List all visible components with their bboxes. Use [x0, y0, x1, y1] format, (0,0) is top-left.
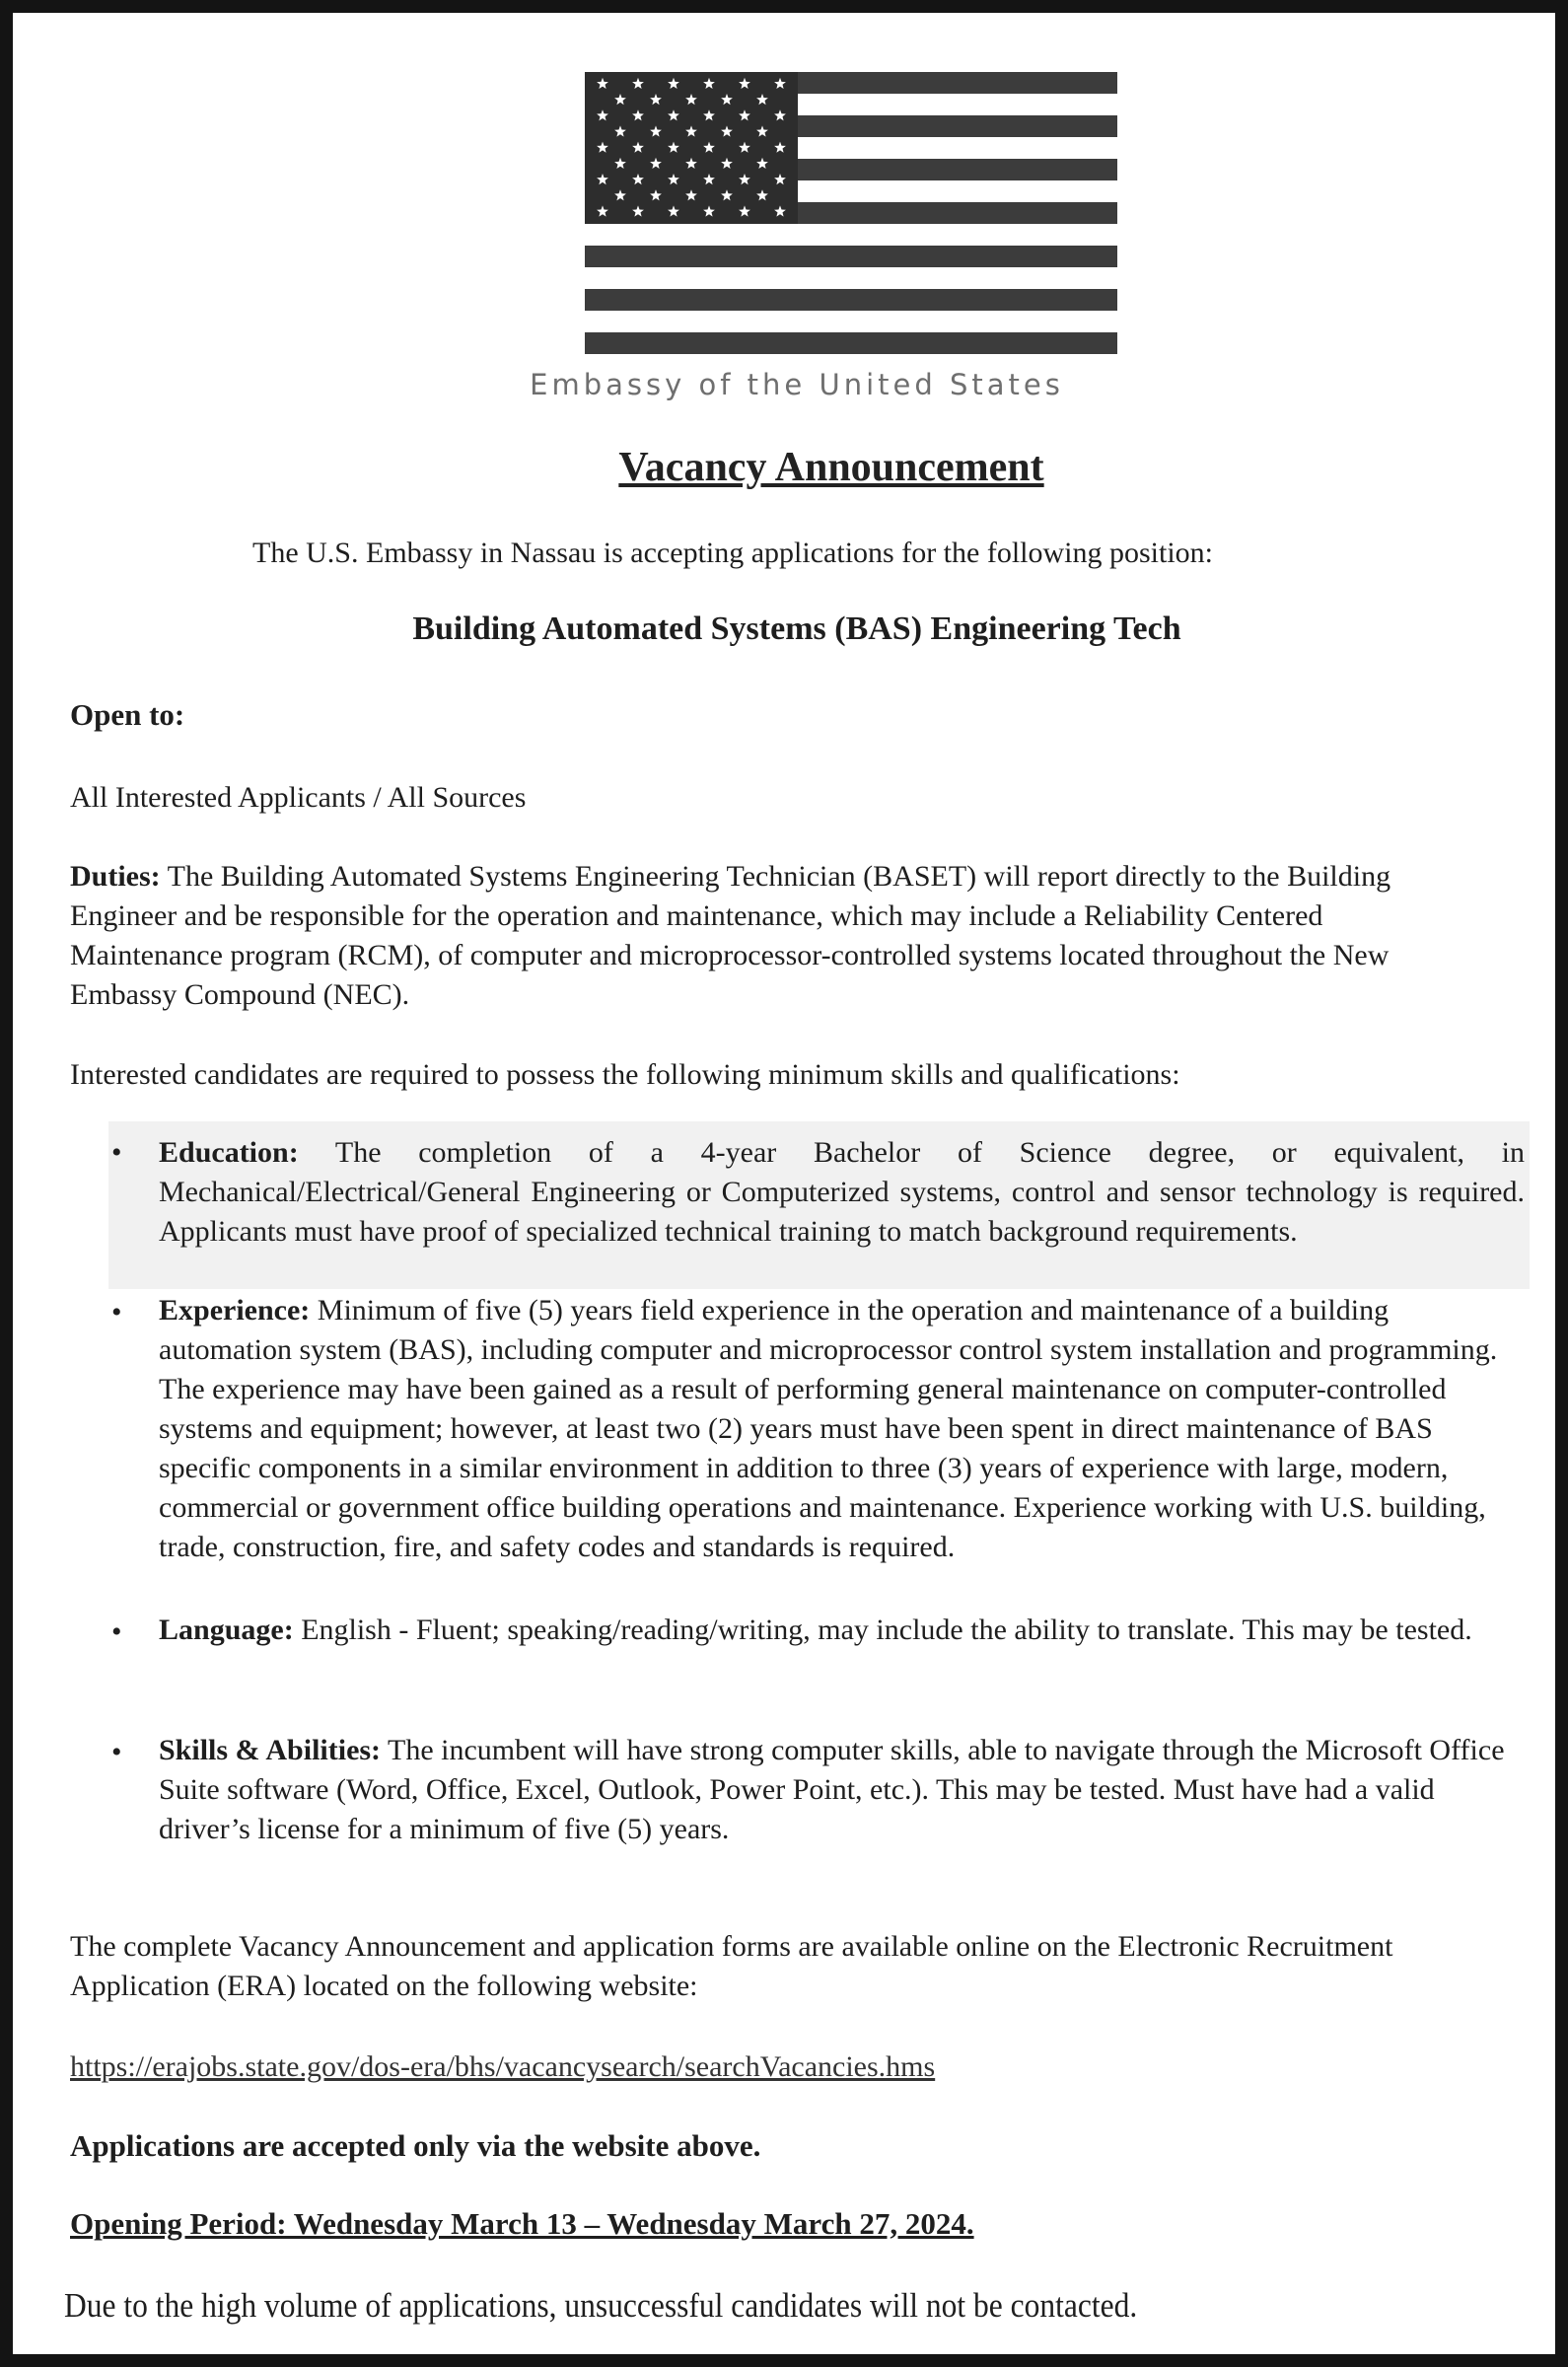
applications-note: Applications are accepted only via the website above.: [70, 2128, 761, 2163]
open-to-value: All Interested Applicants / All Sources: [70, 781, 527, 814]
requirements-intro: Interested candidates are required to possess the following minimum skills and qualifications:: [70, 1058, 1180, 1091]
intro-text: The U.S. Embassy in Nassau is accepting applications for the following position:: [252, 537, 1214, 569]
duties-paragraph: [70, 857, 1470, 1015]
requirement-skills: [159, 1731, 1525, 1849]
era-website-link[interactable]: https://erajobs.state.gov/dos-era/bhs/vacancysearch/searchVacancies.hms: [70, 2050, 936, 2083]
requirement-experience: [159, 1291, 1525, 1567]
requirement-education: [159, 1133, 1525, 1252]
bullet-dot: •: [111, 1136, 122, 1169]
requirement-language: [159, 1611, 1525, 1650]
open-to-label: Open to:: [70, 697, 185, 732]
opening-period: Opening Period: Wednesday March 13 – Wednesday March 27, 2024.: [70, 2206, 974, 2241]
requirement-label: Skills & Abilities:: [159, 1734, 382, 1766]
requirement-text: The incumbent will have strong computer skills, able to navigate through the Microsoft Office Suite software (Word, Office, Excel, Outlook, Power Point, etc.). This may be tested. Must have had a valid driver’s license for a minimum of five (5) years.: [159, 1734, 1505, 1845]
flag-stripe: [585, 332, 1117, 354]
requirement-text: Minimum of five (5) years field experience in the operation and maintenance of a building automation system (BAS), including computer and microprocessor control system installation and programming. The experience may have been gained as a result of performing general maintenance on computer-controlled systems and equipment; however, at least two (2) years must have been spent in direct maintenance of BAS specific components in a similar environment in addition to three (3) years of experience with large, modern, commercial or government office building operations and maintenance. Experience working with U.S. building, trade, construction, fire, and safety codes and standards is required.: [159, 1294, 1498, 1563]
bullet-dot: •: [111, 1736, 122, 1768]
page-title: Vacancy Announcement: [618, 445, 1044, 490]
bullet-dot: •: [111, 1296, 122, 1328]
position-title: Building Automated Systems (BAS) Engineering Tech: [412, 610, 1181, 647]
requirement-label: Education:: [159, 1136, 299, 1169]
requirement-text: English - Fluent; speaking/reading/writing, may include the ability to translate. This may be tested.: [293, 1614, 1472, 1646]
bullet-dot: •: [111, 1615, 122, 1648]
requirement-text: The completion of a 4-year Bachelor of Science degree, or equivalent, in Mechanical/Electrical/General Engineering or Computerized systems, control and sensor technology is required. Applicants must have proof of specialized technical training to match background requirements.: [159, 1136, 1525, 1248]
requirement-label: Experience:: [159, 1294, 311, 1327]
duties-text: The Building Automated Systems Engineering Technician (BASET) will report directly to the Building Engineer and be responsible for the operation and maintenance, which may include a Reliability Centered Maintenance program (RCM), of computer and microprocessor-controlled systems located throughout the New Embassy Compound (NEC).: [70, 860, 1391, 1011]
requirement-label: Language:: [159, 1614, 294, 1646]
contact-notice: Due to the high volume of applications, unsuccessful candidates will not be contacted.: [64, 2286, 1138, 2325]
us-flag-icon: [585, 72, 1117, 354]
embassy-name: Embassy of the United States: [530, 368, 1064, 401]
era-paragraph: The complete Vacancy Announcement and application forms are available online on the Electronic Recruitment Application (ERA) located on the following website:: [70, 1930, 1393, 2002]
flag-stripe: [585, 246, 1117, 267]
flag-stripe: [585, 289, 1117, 311]
duties-label: Duties:: [70, 860, 161, 893]
